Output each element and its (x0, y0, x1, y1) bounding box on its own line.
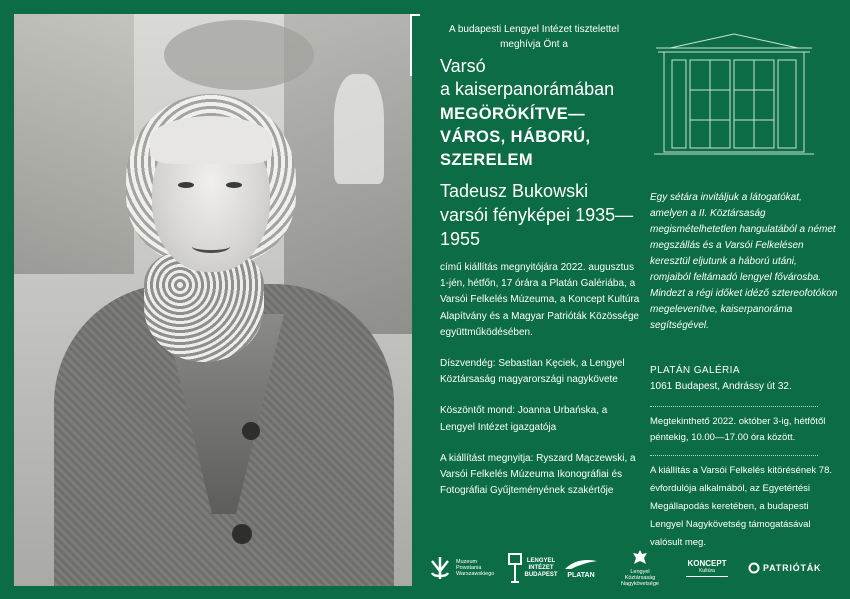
platan-logo-text: PLATAN (567, 571, 595, 579)
building-icon (650, 30, 818, 158)
intro-text: Egy sétára invitáljuk a látogatókat, amelyen a II. Köztársaság megismételhetetlen hangulatából a német megszállás és a Varsói Felkelésen keresztül eljutunk a háború utáni, romjaiból feltámadó lengyel fővárosba. Mindezt a régi időket idéző sztereofotókon megelevenítve, kaiserpanoráma segítségével. (650, 192, 838, 331)
institute-logo (508, 548, 558, 588)
venue-name: PLATÁN GALÉRIA (650, 365, 740, 376)
venue-address: 1061 Budapest, Andrássy út 32. (650, 381, 792, 392)
koncept-logo-text: KONCEPT (687, 559, 727, 568)
anchor-icon (428, 555, 452, 581)
opener-text: A kiállítást megnyitja: Ryszard Mączewski, a Varsói Felkelés Múzeuma Ikonográfiai és Fotográfiai Gyűjteményének szakértője (440, 452, 636, 497)
support-note: A kiállítás a Varsói Felkelés kitörésének 78. évfordulója alkalmából, az Egyetértési Megállapodás keretében, a budapesti Lengyel Nagykövetség támogatásával valósult meg. (650, 465, 832, 548)
institute-mark-icon (508, 553, 522, 583)
greeting-text: Köszöntőt mond: Joanna Urbańska, a Lengyel Intézet igazgatója (440, 405, 608, 433)
event-details (440, 260, 640, 514)
title-bold: MEGÖRÖKÍTVE— VÁROS, HÁBORÚ, SZERELEM (440, 105, 591, 169)
divider (650, 455, 818, 456)
koncept-logo (686, 548, 728, 588)
patriotak-logo (748, 548, 821, 588)
invite-text: A budapesti Lengyel Intézet tisztelettel meghívja Önt a (448, 24, 620, 50)
embassy-logo-text: Lengyel Köztársaság Nagykövetsége (621, 569, 659, 587)
title-city: Varsó (440, 56, 486, 76)
title-subtitle: a kaiserpanorámában (440, 79, 615, 99)
institute-logo-text: LENGYEL INTÉZET BUDAPEST (524, 557, 558, 578)
museum-logo (428, 548, 496, 588)
patriotak-logo-text: PATRIÓTÁK (763, 562, 822, 573)
partner-logos (428, 548, 838, 588)
koncept-logo-subtext: Kultúra (699, 568, 715, 574)
title-author: Tadeusz Bukowski varsói fényképei 1935—1955 (440, 181, 634, 249)
embassy-logo (616, 548, 664, 588)
opening-hours: Megtekinthető 2022. október 3-ig, hétfőtől péntekig, 10.00—17.00 óra között. (650, 416, 826, 443)
frame-corner (410, 14, 412, 76)
platan-leaf-icon (563, 557, 599, 571)
eagle-icon (632, 549, 648, 567)
museum-logo-text: Muzeum Powstania Warszawskiego (456, 559, 495, 577)
divider (650, 406, 818, 407)
portrait-photo (14, 14, 412, 586)
opening-text: című kiállítás megnyitójára 2022. augusztus 1-jén, hétfőn, 17 órára a Platán Galériába, a Varsói Felkelés Múzeuma, a Koncept Kultúra Alapítvány és a Magyar Patrióták Közössége együttműködésében. (440, 262, 640, 338)
patriotak-mark-icon (748, 562, 760, 574)
guest-text: Díszvendég: Sebastian Kęciek, a Lengyel Köztársaság magyarországi nagykövete (440, 358, 625, 386)
platan-logo (563, 548, 599, 588)
